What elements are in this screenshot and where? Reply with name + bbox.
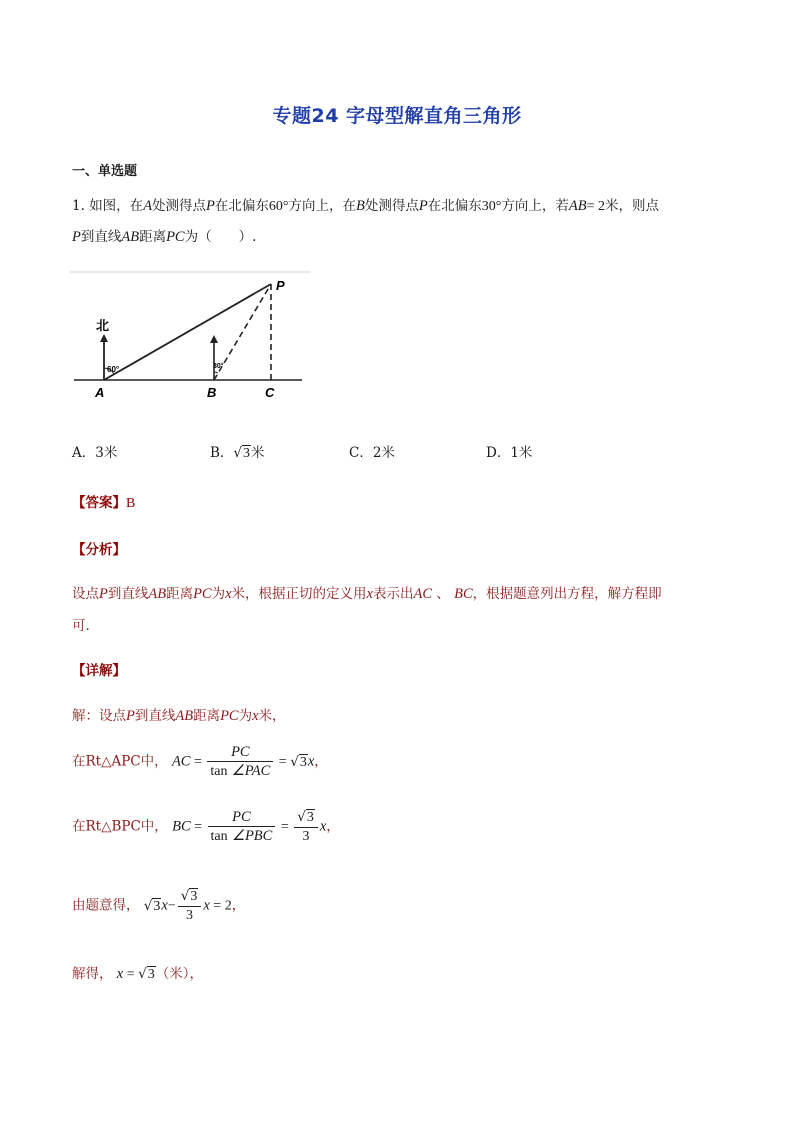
- angle-30: 30°: [481, 199, 502, 214]
- text: 在北偏东: [427, 198, 482, 214]
- choice-d: [486, 441, 532, 461]
- text: 处测得点: [364, 198, 419, 214]
- point-label-b: B: [207, 385, 217, 400]
- choice-letter: D．: [486, 445, 511, 461]
- radicand: 3: [153, 898, 161, 914]
- var-ab: AB: [175, 708, 194, 724]
- var-a: A: [143, 198, 153, 214]
- sqrt-3: √3: [233, 445, 251, 461]
- text: 在Rt△BPC中，: [72, 818, 168, 835]
- text: 解：设点: [72, 708, 126, 724]
- text: 方向上，若: [501, 198, 569, 214]
- text: 到直线: [107, 586, 149, 602]
- north-label: 北: [96, 318, 110, 333]
- choice-text: 2米: [372, 445, 395, 461]
- separator: 、: [436, 586, 450, 602]
- fraction-ac: [207, 743, 273, 781]
- ab-value: = 2: [586, 199, 605, 214]
- text: ，根据题意列出方程，解方程即: [472, 586, 662, 602]
- text: 为: [238, 708, 253, 724]
- text: 米，: [258, 708, 286, 724]
- var-x: x: [366, 586, 373, 602]
- var-p: P: [126, 708, 135, 724]
- numerator: [178, 887, 202, 907]
- var-pc: PC: [166, 229, 185, 245]
- numerator: [294, 808, 318, 828]
- text: 如图，在: [89, 198, 144, 214]
- var-ab: AB: [568, 198, 587, 214]
- arrow-head-a-icon: [100, 334, 108, 342]
- denominator: [207, 762, 273, 781]
- var-x: x: [203, 897, 210, 914]
- var-ac: AC: [171, 753, 191, 770]
- text: 米，则点: [604, 198, 659, 214]
- text: 到直线: [134, 708, 176, 724]
- text: 为（ ）.: [184, 229, 257, 245]
- angle-60: 60°: [268, 199, 289, 214]
- equals: =: [126, 967, 135, 982]
- text: 米，根据正切的定义用: [231, 586, 367, 602]
- text: 为: [211, 586, 226, 602]
- text: 处测得点: [152, 198, 207, 214]
- point-label-a: A: [95, 385, 105, 400]
- analysis-tag: 【分析】: [72, 542, 126, 558]
- choice-text: 1米: [510, 445, 533, 461]
- var-x: x: [116, 966, 124, 982]
- tan: tan: [210, 764, 228, 779]
- text: 在北偏东: [214, 198, 269, 214]
- var-bc: BC: [172, 818, 191, 835]
- radicand: 3: [190, 889, 198, 904]
- radicand: 3: [306, 810, 314, 825]
- var-x: x: [319, 818, 327, 835]
- sqrt-3: √3: [297, 809, 314, 825]
- var-x: x: [307, 753, 315, 770]
- choice-letter: B．: [210, 445, 234, 461]
- solution-step-2: 在Rt△APC中， AC = $\frac{PC}{\text{tan ∠PAC}}$ = √3x，: [72, 744, 328, 779]
- choice-a: [72, 441, 117, 461]
- fraction-sqrt3-over-3: [294, 808, 318, 846]
- fraction-sqrt3-over-3: [178, 887, 202, 925]
- var-x: x: [252, 708, 259, 724]
- text: 距离: [193, 708, 221, 724]
- var-p: P: [99, 586, 108, 602]
- solution-step-3: 在Rt△BPC中， BC = $\frac{PC}{\text{tan ∠PBC}}$ = $\frac{√3}{3}$ x，: [72, 809, 340, 844]
- solution-step-4: [72, 887, 245, 925]
- text: 距离: [166, 586, 194, 602]
- sqrt-3: √3: [290, 753, 307, 770]
- var-b: B: [356, 198, 365, 214]
- equals-2: = 2: [213, 898, 232, 914]
- text: 方向上，在: [288, 198, 357, 214]
- answer-value: B: [126, 496, 136, 511]
- text: 由题意得，: [72, 897, 140, 914]
- page-title: 专题24 字母型解直角三角形: [272, 105, 522, 127]
- choice-text: 3米: [95, 445, 118, 461]
- text: ，: [314, 753, 328, 770]
- var-p: P: [206, 198, 215, 214]
- detail-tag: 【详解】: [72, 663, 126, 679]
- question-line-2: [72, 226, 256, 248]
- question-line-1: [72, 195, 659, 218]
- choice-unit: 米: [251, 445, 265, 461]
- choice-b: [210, 441, 265, 462]
- text: （米），: [155, 966, 203, 982]
- text: 解得，: [72, 966, 113, 982]
- answer-block: [72, 491, 135, 512]
- arrow-head-b-icon: [210, 335, 218, 343]
- var-p: P: [72, 229, 81, 245]
- analysis-line-2: 可.: [72, 618, 90, 634]
- var-p: P: [418, 198, 428, 214]
- question-number: 1.: [72, 198, 85, 214]
- section-heading: 一、单选题: [72, 164, 138, 179]
- point-label-c: C: [265, 385, 275, 400]
- angle-label-b: 30°: [213, 363, 224, 370]
- var-pc: PC: [193, 586, 212, 602]
- angle-label-a: 60°: [107, 365, 120, 374]
- solution-step-1: [72, 704, 286, 725]
- point-label-p: P: [276, 278, 285, 293]
- var-x: x: [225, 586, 232, 602]
- var-x: x: [161, 897, 168, 914]
- denominator: 3: [302, 829, 310, 844]
- text: 设点: [72, 586, 99, 602]
- radicand: 3: [299, 754, 307, 770]
- var-ac: AC: [413, 586, 433, 602]
- sqrt-3: √3: [143, 897, 161, 914]
- angle: ∠PBC: [231, 828, 273, 844]
- choice-letter: C．: [349, 445, 373, 461]
- answer-tag: 【答案】: [72, 495, 126, 511]
- tan: tan: [210, 829, 228, 844]
- text: 距离: [139, 229, 167, 245]
- choice-letter: A．: [72, 445, 96, 461]
- var-bc: BC: [454, 586, 473, 602]
- denominator: 3: [186, 908, 194, 923]
- denominator: [208, 827, 276, 846]
- numerator: PC: [208, 808, 276, 827]
- fraction-bc: [208, 808, 276, 846]
- text: ，: [326, 818, 340, 835]
- solution-step-5: [72, 962, 203, 983]
- choice-c: [349, 441, 395, 461]
- sqrt-3: √3: [180, 888, 198, 904]
- text: 在Rt△APC中，: [72, 753, 168, 770]
- var-pc: PC: [220, 708, 239, 724]
- geometry-figure: [70, 270, 320, 405]
- analysis-line-1: [72, 582, 662, 603]
- var-ab: AB: [148, 586, 167, 602]
- text: 表示出: [372, 586, 414, 602]
- text: 到直线: [80, 229, 122, 245]
- radicand: 3: [147, 967, 155, 982]
- var-ab: AB: [121, 229, 140, 245]
- radicand: 3: [243, 446, 251, 461]
- line-ap: [104, 284, 271, 380]
- minus: −: [167, 898, 176, 914]
- angle: ∠PAC: [231, 763, 271, 779]
- numerator: PC: [207, 743, 273, 762]
- sqrt-3: √3: [138, 966, 155, 982]
- text: ，: [231, 897, 246, 914]
